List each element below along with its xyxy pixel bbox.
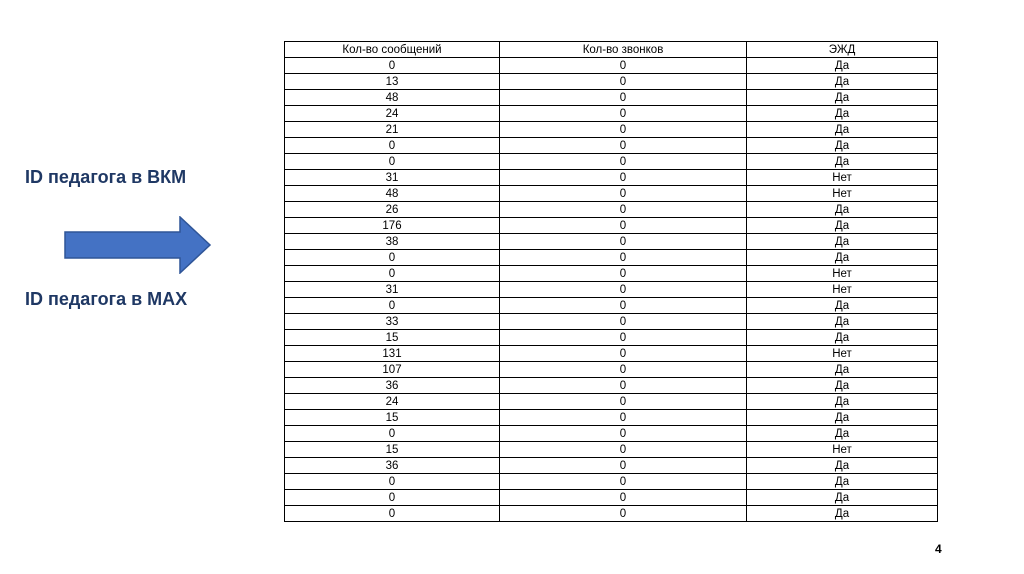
messages-count-cell: 15 [285,410,500,426]
header-calls-count: Кол-во звонков [500,42,747,58]
table-row [285,330,938,346]
messages-count-cell: 0 [285,474,500,490]
ezhd-cell: Да [747,458,938,474]
ezhd-cell: Да [747,74,938,90]
max-id-label: ID педагога в MAX [25,289,188,309]
ezhd-cell: Нет [747,186,938,202]
calls-count-cell: 0 [500,314,747,330]
ezhd-cell: Нет [747,346,938,362]
calls-count-cell: 0 [500,122,747,138]
ezhd-cell: Да [747,298,938,314]
header-messages-count: Кол-во сообщений [285,42,500,58]
messages-count-cell: 48 [285,186,500,202]
calls-count-cell: 0 [500,506,747,522]
calls-count-cell: 0 [500,490,747,506]
table-row [285,442,938,458]
table-row [285,154,938,170]
calls-count-cell: 0 [500,202,747,218]
calls-count-cell: 0 [500,234,747,250]
calls-count-cell: 0 [500,170,747,186]
calls-count-cell: 0 [500,474,747,490]
calls-count-cell: 0 [500,346,747,362]
calls-count-cell: 0 [500,362,747,378]
calls-count-cell: 0 [500,90,747,106]
ezhd-cell: Нет [747,442,938,458]
table-row [285,314,938,330]
calls-count-cell: 0 [500,154,747,170]
table-row [285,394,938,410]
ezhd-cell: Нет [747,170,938,186]
header-ezhd: ЭЖД [747,42,938,58]
table-row [285,122,938,138]
calls-count-cell: 0 [500,138,747,154]
messages-count-cell: 0 [285,58,500,74]
ezhd-cell: Да [747,90,938,106]
messages-count-cell: 0 [285,490,500,506]
messages-count-cell: 0 [285,250,500,266]
ezhd-cell: Да [747,106,938,122]
messages-count-cell: 38 [285,234,500,250]
table-header-row [285,42,938,58]
table-row [285,298,938,314]
table-body [285,58,938,522]
table-row [285,490,938,506]
messages-count-cell: 33 [285,314,500,330]
messages-count-cell: 0 [285,138,500,154]
table-row [285,186,938,202]
ezhd-cell: Да [747,58,938,74]
ezhd-cell: Да [747,218,938,234]
messages-count-cell: 107 [285,362,500,378]
table-row [285,58,938,74]
calls-count-cell: 0 [500,330,747,346]
table-row [285,426,938,442]
table-row [285,202,938,218]
vkm-id-label: ID педагога в ВКМ [25,167,187,187]
calls-count-cell: 0 [500,218,747,234]
table-row [285,346,938,362]
calls-count-cell: 0 [500,58,747,74]
calls-count-cell: 0 [500,74,747,90]
ezhd-cell: Да [747,330,938,346]
ezhd-cell: Да [747,410,938,426]
table-row [285,266,938,282]
messages-count-cell: 0 [285,266,500,282]
ezhd-cell: Да [747,250,938,266]
messages-count-cell: 0 [285,154,500,170]
calls-count-cell: 0 [500,266,747,282]
messages-count-cell: 15 [285,330,500,346]
table-row [285,90,938,106]
messages-count-cell: 31 [285,170,500,186]
calls-count-cell: 0 [500,186,747,202]
calls-count-cell: 0 [500,410,747,426]
table-row [285,234,938,250]
calls-count-cell: 0 [500,250,747,266]
ezhd-cell: Да [747,426,938,442]
messages-count-cell: 24 [285,394,500,410]
ezhd-cell: Да [747,138,938,154]
calls-count-cell: 0 [500,458,747,474]
calls-count-cell: 0 [500,282,747,298]
table-row [285,506,938,522]
table-row [285,170,938,186]
ezhd-cell: Да [747,202,938,218]
messages-count-cell: 0 [285,426,500,442]
right-arrow-icon [64,216,212,274]
table-row [285,458,938,474]
messages-count-cell: 31 [285,282,500,298]
messages-count-cell: 26 [285,202,500,218]
table-row [285,282,938,298]
ezhd-cell: Нет [747,266,938,282]
messages-count-cell: 0 [285,298,500,314]
ezhd-cell: Да [747,490,938,506]
data-table [284,41,938,522]
table-row [285,106,938,122]
table-row [285,474,938,490]
ezhd-cell: Да [747,314,938,330]
ezhd-cell: Да [747,234,938,250]
ezhd-cell: Да [747,394,938,410]
messages-count-cell: 36 [285,378,500,394]
ezhd-cell: Нет [747,282,938,298]
calls-count-cell: 0 [500,106,747,122]
messages-count-cell: 24 [285,106,500,122]
table-row [285,218,938,234]
messages-count-cell: 36 [285,458,500,474]
ezhd-cell: Да [747,474,938,490]
table-row [285,74,938,90]
ezhd-cell: Да [747,362,938,378]
table-row [285,362,938,378]
calls-count-cell: 0 [500,378,747,394]
calls-count-cell: 0 [500,426,747,442]
messages-count-cell: 176 [285,218,500,234]
ezhd-cell: Да [747,122,938,138]
messages-count-cell: 48 [285,90,500,106]
messages-count-cell: 13 [285,74,500,90]
page-number: 4 [935,542,942,556]
calls-count-cell: 0 [500,442,747,458]
table-row [285,410,938,426]
table-row [285,250,938,266]
messages-count-cell: 15 [285,442,500,458]
messages-count-cell: 131 [285,346,500,362]
calls-count-cell: 0 [500,298,747,314]
table-row [285,138,938,154]
table-row [285,378,938,394]
ezhd-cell: Да [747,506,938,522]
messages-count-cell: 0 [285,506,500,522]
messages-count-cell: 21 [285,122,500,138]
ezhd-cell: Да [747,154,938,170]
calls-count-cell: 0 [500,394,747,410]
ezhd-cell: Да [747,378,938,394]
